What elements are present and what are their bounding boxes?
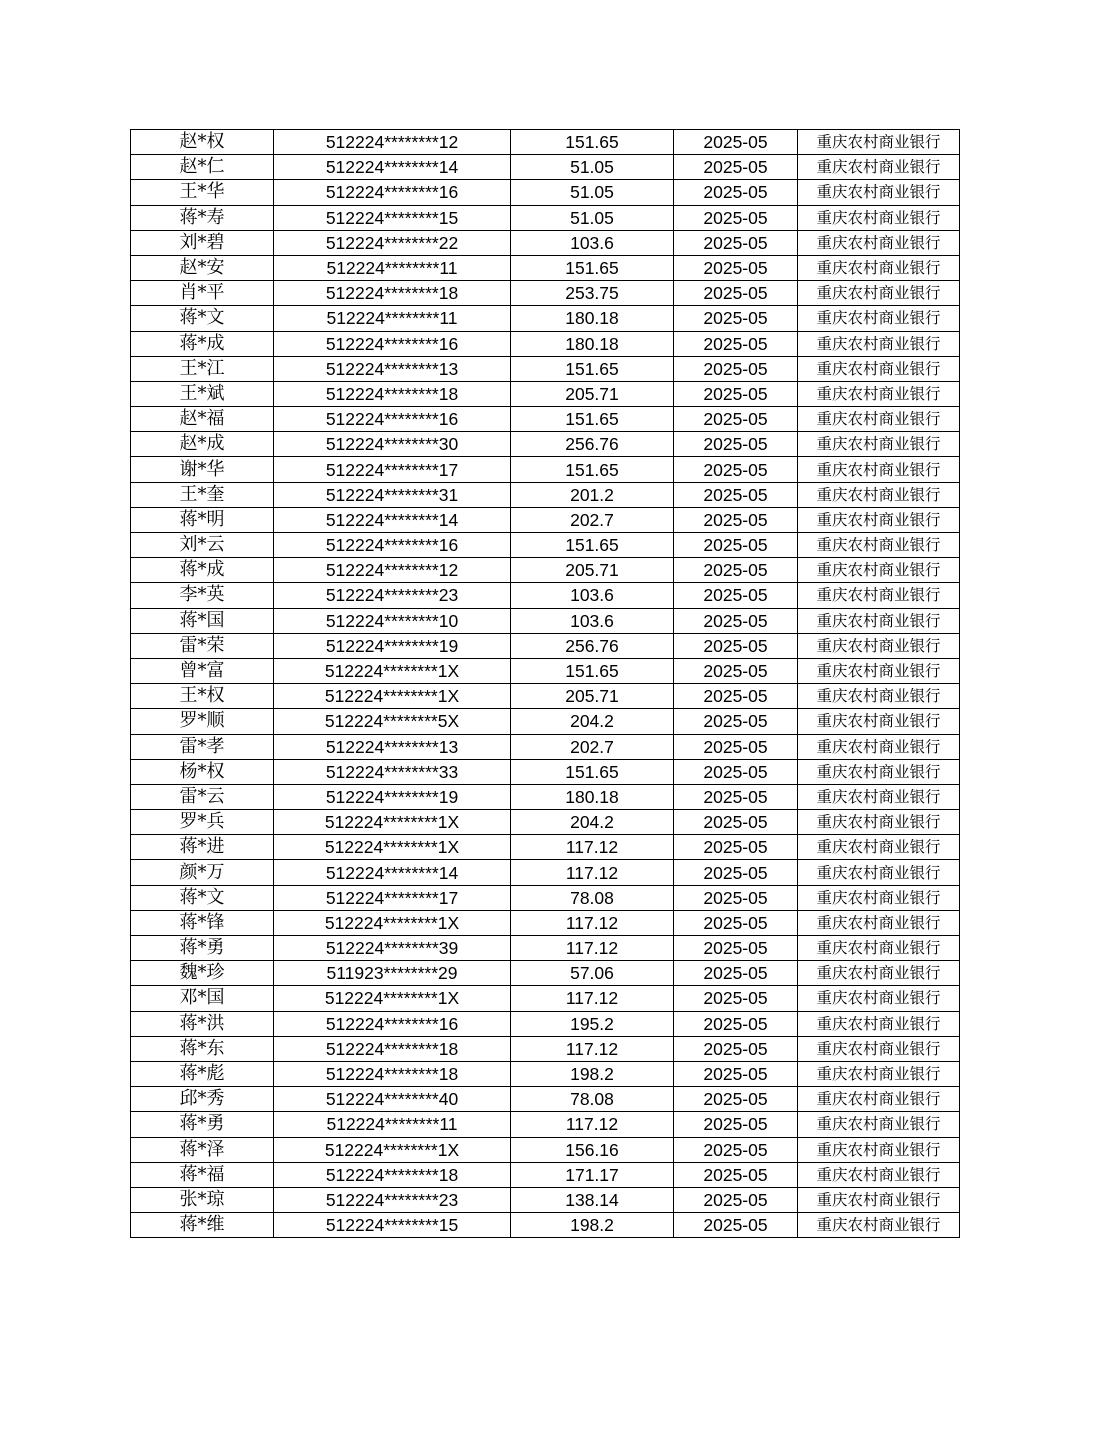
name-cell: 曾*富 (131, 658, 274, 683)
id-number-cell: 512224********1X (274, 1137, 511, 1162)
name-cell: 李*英 (131, 583, 274, 608)
amount-cell: 151.65 (511, 658, 674, 683)
date-cell: 2025-05 (674, 533, 798, 558)
date-cell: 2025-05 (674, 180, 798, 205)
table-row (131, 482, 960, 507)
bank-cell: 重庆农村商业银行 (798, 155, 960, 180)
bank-cell: 重庆农村商业银行 (798, 533, 960, 558)
table-row (131, 961, 960, 986)
name-cell: 蒋*勇 (131, 936, 274, 961)
name-cell: 王*奎 (131, 482, 274, 507)
amount-cell: 156.16 (511, 1137, 674, 1162)
bank-cell: 重庆农村商业银行 (798, 1162, 960, 1187)
date-cell: 2025-05 (674, 130, 798, 155)
date-cell: 2025-05 (674, 356, 798, 381)
id-number-cell: 512224********12 (274, 558, 511, 583)
date-cell: 2025-05 (674, 205, 798, 230)
id-number-cell: 512224********13 (274, 734, 511, 759)
amount-cell: 205.71 (511, 558, 674, 583)
id-number-cell: 512224********18 (274, 381, 511, 406)
date-cell: 2025-05 (674, 1087, 798, 1112)
name-cell: 蒋*彪 (131, 1061, 274, 1086)
id-number-cell: 512224********14 (274, 507, 511, 532)
amount-cell: 201.2 (511, 482, 674, 507)
table-row (131, 986, 960, 1011)
amount-cell: 151.65 (511, 407, 674, 432)
name-cell: 赵*安 (131, 255, 274, 280)
amount-cell: 117.12 (511, 835, 674, 860)
name-cell: 王*江 (131, 356, 274, 381)
bank-cell: 重庆农村商业银行 (798, 1187, 960, 1212)
name-cell: 杨*权 (131, 759, 274, 784)
date-cell: 2025-05 (674, 1213, 798, 1238)
date-cell: 2025-05 (674, 1011, 798, 1036)
bank-cell: 重庆农村商业银行 (798, 835, 960, 860)
payment-table-body (131, 130, 960, 1238)
amount-cell: 103.6 (511, 230, 674, 255)
table-row (131, 1137, 960, 1162)
amount-cell: 117.12 (511, 860, 674, 885)
amount-cell: 78.08 (511, 1087, 674, 1112)
table-row (131, 558, 960, 583)
name-cell: 蒋*进 (131, 835, 274, 860)
id-number-cell: 512224********30 (274, 432, 511, 457)
date-cell: 2025-05 (674, 482, 798, 507)
name-cell: 王*权 (131, 684, 274, 709)
table-row (131, 1087, 960, 1112)
date-cell: 2025-05 (674, 835, 798, 860)
table-row (131, 180, 960, 205)
bank-cell: 重庆农村商业银行 (798, 482, 960, 507)
bank-cell: 重庆农村商业银行 (798, 205, 960, 230)
id-number-cell: 512224********16 (274, 1011, 511, 1036)
bank-cell: 重庆农村商业银行 (798, 1061, 960, 1086)
table-row (131, 810, 960, 835)
table-row (131, 1213, 960, 1238)
name-cell: 王*斌 (131, 381, 274, 406)
name-cell: 赵*仁 (131, 155, 274, 180)
amount-cell: 57.06 (511, 961, 674, 986)
date-cell: 2025-05 (674, 936, 798, 961)
date-cell: 2025-05 (674, 910, 798, 935)
amount-cell: 117.12 (511, 986, 674, 1011)
id-number-cell: 512224********33 (274, 759, 511, 784)
bank-cell: 重庆农村商业银行 (798, 130, 960, 155)
amount-cell: 138.14 (511, 1187, 674, 1212)
date-cell: 2025-05 (674, 608, 798, 633)
id-number-cell: 512224********1X (274, 810, 511, 835)
id-number-cell: 512224********18 (274, 1162, 511, 1187)
id-number-cell: 512224********16 (274, 533, 511, 558)
name-cell: 蒋*福 (131, 1162, 274, 1187)
amount-cell: 51.05 (511, 205, 674, 230)
table-row (131, 130, 960, 155)
name-cell: 蒋*锋 (131, 910, 274, 935)
id-number-cell: 512224********19 (274, 633, 511, 658)
amount-cell: 171.17 (511, 1162, 674, 1187)
date-cell: 2025-05 (674, 281, 798, 306)
table-row (131, 306, 960, 331)
table-row (131, 633, 960, 658)
id-number-cell: 512224********10 (274, 608, 511, 633)
bank-cell: 重庆农村商业银行 (798, 1213, 960, 1238)
date-cell: 2025-05 (674, 230, 798, 255)
date-cell: 2025-05 (674, 1162, 798, 1187)
bank-cell: 重庆农村商业银行 (798, 1011, 960, 1036)
id-number-cell: 512224********16 (274, 180, 511, 205)
name-cell: 蒋*洪 (131, 1011, 274, 1036)
date-cell: 2025-05 (674, 734, 798, 759)
id-number-cell: 512224********1X (274, 658, 511, 683)
id-number-cell: 512224********15 (274, 1213, 511, 1238)
amount-cell: 117.12 (511, 936, 674, 961)
date-cell: 2025-05 (674, 155, 798, 180)
id-number-cell: 512224********16 (274, 407, 511, 432)
name-cell: 雷*孝 (131, 734, 274, 759)
bank-cell: 重庆农村商业银行 (798, 507, 960, 532)
amount-cell: 151.65 (511, 255, 674, 280)
amount-cell: 51.05 (511, 180, 674, 205)
bank-cell: 重庆农村商业银行 (798, 885, 960, 910)
date-cell: 2025-05 (674, 1061, 798, 1086)
name-cell: 蒋*文 (131, 306, 274, 331)
id-number-cell: 512224********17 (274, 457, 511, 482)
date-cell: 2025-05 (674, 633, 798, 658)
date-cell: 2025-05 (674, 306, 798, 331)
bank-cell: 重庆农村商业银行 (798, 1112, 960, 1137)
table-row (131, 356, 960, 381)
id-number-cell: 512224********22 (274, 230, 511, 255)
bank-cell: 重庆农村商业银行 (798, 860, 960, 885)
amount-cell: 151.65 (511, 356, 674, 381)
table-row (131, 658, 960, 683)
id-number-cell: 512224********31 (274, 482, 511, 507)
id-number-cell: 512224********11 (274, 255, 511, 280)
bank-cell: 重庆农村商业银行 (798, 759, 960, 784)
bank-cell: 重庆农村商业银行 (798, 1036, 960, 1061)
bank-cell: 重庆农村商业银行 (798, 281, 960, 306)
date-cell: 2025-05 (674, 381, 798, 406)
name-cell: 蒋*东 (131, 1036, 274, 1061)
name-cell: 赵*福 (131, 407, 274, 432)
date-cell: 2025-05 (674, 583, 798, 608)
table-row (131, 155, 960, 180)
id-number-cell: 512224********18 (274, 281, 511, 306)
name-cell: 蒋*国 (131, 608, 274, 633)
payment-table (130, 129, 960, 1238)
amount-cell: 180.18 (511, 331, 674, 356)
table-row (131, 936, 960, 961)
amount-cell: 205.71 (511, 684, 674, 709)
date-cell: 2025-05 (674, 457, 798, 482)
id-number-cell: 512224********1X (274, 986, 511, 1011)
date-cell: 2025-05 (674, 1036, 798, 1061)
id-number-cell: 512224********39 (274, 936, 511, 961)
table-row (131, 381, 960, 406)
bank-cell: 重庆农村商业银行 (798, 331, 960, 356)
amount-cell: 151.65 (511, 457, 674, 482)
amount-cell: 202.7 (511, 507, 674, 532)
table-row (131, 432, 960, 457)
amount-cell: 195.2 (511, 1011, 674, 1036)
date-cell: 2025-05 (674, 1187, 798, 1212)
id-number-cell: 512224********18 (274, 1036, 511, 1061)
name-cell: 刘*碧 (131, 230, 274, 255)
amount-cell: 151.65 (511, 533, 674, 558)
bank-cell: 重庆农村商业银行 (798, 407, 960, 432)
date-cell: 2025-05 (674, 331, 798, 356)
table-row (131, 331, 960, 356)
bank-cell: 重庆农村商业银行 (798, 633, 960, 658)
date-cell: 2025-05 (674, 255, 798, 280)
amount-cell: 117.12 (511, 910, 674, 935)
bank-cell: 重庆农村商业银行 (798, 255, 960, 280)
id-number-cell: 512224********23 (274, 583, 511, 608)
bank-cell: 重庆农村商业银行 (798, 457, 960, 482)
id-number-cell: 512224********40 (274, 1087, 511, 1112)
bank-cell: 重庆农村商业银行 (798, 432, 960, 457)
name-cell: 魏*珍 (131, 961, 274, 986)
table-row (131, 910, 960, 935)
id-number-cell: 511923********29 (274, 961, 511, 986)
name-cell: 蒋*维 (131, 1213, 274, 1238)
bank-cell: 重庆农村商业银行 (798, 986, 960, 1011)
id-number-cell: 512224********11 (274, 306, 511, 331)
amount-cell: 204.2 (511, 709, 674, 734)
name-cell: 蒋*成 (131, 558, 274, 583)
id-number-cell: 512224********12 (274, 130, 511, 155)
date-cell: 2025-05 (674, 784, 798, 809)
name-cell: 雷*荣 (131, 633, 274, 658)
amount-cell: 198.2 (511, 1061, 674, 1086)
name-cell: 罗*顺 (131, 709, 274, 734)
date-cell: 2025-05 (674, 658, 798, 683)
table-row (131, 1112, 960, 1137)
amount-cell: 117.12 (511, 1036, 674, 1061)
amount-cell: 256.76 (511, 432, 674, 457)
amount-cell: 202.7 (511, 734, 674, 759)
bank-cell: 重庆农村商业银行 (798, 936, 960, 961)
table-row (131, 608, 960, 633)
bank-cell: 重庆农村商业银行 (798, 180, 960, 205)
bank-cell: 重庆农村商业银行 (798, 784, 960, 809)
date-cell: 2025-05 (674, 961, 798, 986)
id-number-cell: 512224********18 (274, 1061, 511, 1086)
name-cell: 谢*华 (131, 457, 274, 482)
name-cell: 蒋*明 (131, 507, 274, 532)
id-number-cell: 512224********14 (274, 155, 511, 180)
date-cell: 2025-05 (674, 432, 798, 457)
table-row (131, 583, 960, 608)
table-row (131, 759, 960, 784)
amount-cell: 103.6 (511, 608, 674, 633)
amount-cell: 253.75 (511, 281, 674, 306)
table-row (131, 230, 960, 255)
amount-cell: 256.76 (511, 633, 674, 658)
date-cell: 2025-05 (674, 558, 798, 583)
amount-cell: 78.08 (511, 885, 674, 910)
table-row (131, 255, 960, 280)
table-row (131, 507, 960, 532)
table-row (131, 457, 960, 482)
amount-cell: 205.71 (511, 381, 674, 406)
id-number-cell: 512224********13 (274, 356, 511, 381)
name-cell: 张*琼 (131, 1187, 274, 1212)
amount-cell: 180.18 (511, 306, 674, 331)
id-number-cell: 512224********19 (274, 784, 511, 809)
bank-cell: 重庆农村商业银行 (798, 306, 960, 331)
table-row (131, 734, 960, 759)
bank-cell: 重庆农村商业银行 (798, 1137, 960, 1162)
table-row (131, 1011, 960, 1036)
table-row (131, 281, 960, 306)
bank-cell: 重庆农村商业银行 (798, 381, 960, 406)
table-row (131, 684, 960, 709)
date-cell: 2025-05 (674, 885, 798, 910)
bank-cell: 重庆农村商业银行 (798, 230, 960, 255)
date-cell: 2025-05 (674, 507, 798, 532)
name-cell: 蒋*寿 (131, 205, 274, 230)
name-cell: 邱*秀 (131, 1087, 274, 1112)
bank-cell: 重庆农村商业银行 (798, 658, 960, 683)
amount-cell: 180.18 (511, 784, 674, 809)
bank-cell: 重庆农村商业银行 (798, 608, 960, 633)
bank-cell: 重庆农村商业银行 (798, 558, 960, 583)
table-row (131, 1036, 960, 1061)
bank-cell: 重庆农村商业银行 (798, 910, 960, 935)
table-row (131, 860, 960, 885)
date-cell: 2025-05 (674, 986, 798, 1011)
name-cell: 雷*云 (131, 784, 274, 809)
bank-cell: 重庆农村商业银行 (798, 684, 960, 709)
table-row (131, 709, 960, 734)
date-cell: 2025-05 (674, 684, 798, 709)
id-number-cell: 512224********5X (274, 709, 511, 734)
amount-cell: 204.2 (511, 810, 674, 835)
table-row (131, 205, 960, 230)
bank-cell: 重庆农村商业银行 (798, 709, 960, 734)
table-row (131, 1162, 960, 1187)
id-number-cell: 512224********1X (274, 684, 511, 709)
date-cell: 2025-05 (674, 759, 798, 784)
id-number-cell: 512224********23 (274, 1187, 511, 1212)
amount-cell: 51.05 (511, 155, 674, 180)
name-cell: 肖*平 (131, 281, 274, 306)
table-row (131, 1061, 960, 1086)
name-cell: 邓*国 (131, 986, 274, 1011)
id-number-cell: 512224********1X (274, 910, 511, 935)
bank-cell: 重庆农村商业银行 (798, 356, 960, 381)
table-row (131, 885, 960, 910)
table-row (131, 1187, 960, 1212)
table-row (131, 835, 960, 860)
bank-cell: 重庆农村商业银行 (798, 583, 960, 608)
amount-cell: 151.65 (511, 130, 674, 155)
name-cell: 蒋*勇 (131, 1112, 274, 1137)
bank-cell: 重庆农村商业银行 (798, 810, 960, 835)
bank-cell: 重庆农村商业银行 (798, 734, 960, 759)
name-cell: 赵*成 (131, 432, 274, 457)
name-cell: 罗*兵 (131, 810, 274, 835)
name-cell: 蒋*文 (131, 885, 274, 910)
name-cell: 赵*权 (131, 130, 274, 155)
date-cell: 2025-05 (674, 860, 798, 885)
amount-cell: 198.2 (511, 1213, 674, 1238)
name-cell: 蒋*成 (131, 331, 274, 356)
name-cell: 颜*万 (131, 860, 274, 885)
id-number-cell: 512224********17 (274, 885, 511, 910)
date-cell: 2025-05 (674, 1112, 798, 1137)
bank-cell: 重庆农村商业银行 (798, 961, 960, 986)
bank-cell: 重庆农村商业银行 (798, 1087, 960, 1112)
id-number-cell: 512224********16 (274, 331, 511, 356)
id-number-cell: 512224********11 (274, 1112, 511, 1137)
amount-cell: 151.65 (511, 759, 674, 784)
id-number-cell: 512224********14 (274, 860, 511, 885)
name-cell: 刘*云 (131, 533, 274, 558)
table-row (131, 533, 960, 558)
table-row (131, 407, 960, 432)
table-row (131, 784, 960, 809)
date-cell: 2025-05 (674, 1137, 798, 1162)
date-cell: 2025-05 (674, 709, 798, 734)
date-cell: 2025-05 (674, 407, 798, 432)
date-cell: 2025-05 (674, 810, 798, 835)
id-number-cell: 512224********15 (274, 205, 511, 230)
amount-cell: 117.12 (511, 1112, 674, 1137)
name-cell: 王*华 (131, 180, 274, 205)
id-number-cell: 512224********1X (274, 835, 511, 860)
amount-cell: 103.6 (511, 583, 674, 608)
name-cell: 蒋*泽 (131, 1137, 274, 1162)
